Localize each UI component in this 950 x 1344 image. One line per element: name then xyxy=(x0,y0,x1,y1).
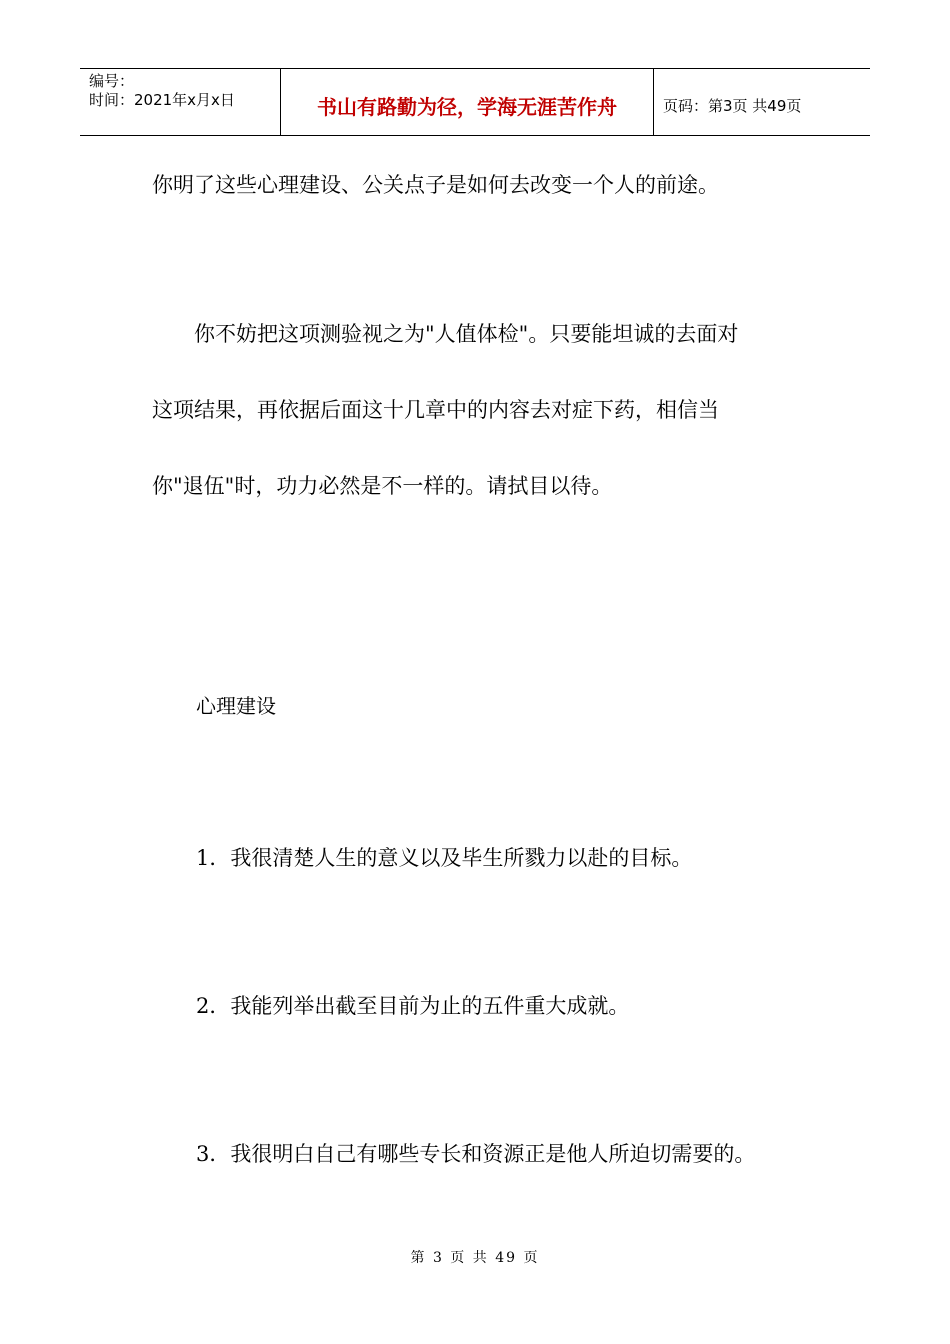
document-header xyxy=(80,68,870,136)
time-label: 时间：2021年x月x日 xyxy=(89,91,235,109)
paragraph-line: 你"退伍"时，功力必然是不一样的。请拭目以待。 xyxy=(152,474,613,498)
page-footer: 第 3 页 共 49 页 xyxy=(410,1250,540,1266)
header-meta-cell xyxy=(80,69,281,135)
list-item: 1．我很清楚人生的意义以及毕生所戮力以赴的目标。 xyxy=(196,846,693,870)
list-item: 3．我很明白自己有哪些专长和资源正是他人所迫切需要的。 xyxy=(196,1142,756,1166)
header-motto: 书山有路勤为径，学海无涯苦作舟 xyxy=(281,69,654,135)
section-heading: 心理建设 xyxy=(196,694,276,718)
list-item: 2．我能列举出截至目前为止的五件重大成就。 xyxy=(196,994,630,1018)
paragraph-line: 你不妨把这项测验视之为"人值体检"。只要能坦诚的去面对 xyxy=(194,322,739,346)
paragraph-line: 你明了这些心理建设、公关点子是如何去改变一个人的前途。 xyxy=(152,173,719,197)
header-page-info: 页码：第3页 共49页 xyxy=(663,96,802,115)
number-label: 编号： xyxy=(89,72,135,90)
paragraph-line: 这项结果，再依据后面这十几章中的内容去对症下药，相信当 xyxy=(152,398,719,422)
